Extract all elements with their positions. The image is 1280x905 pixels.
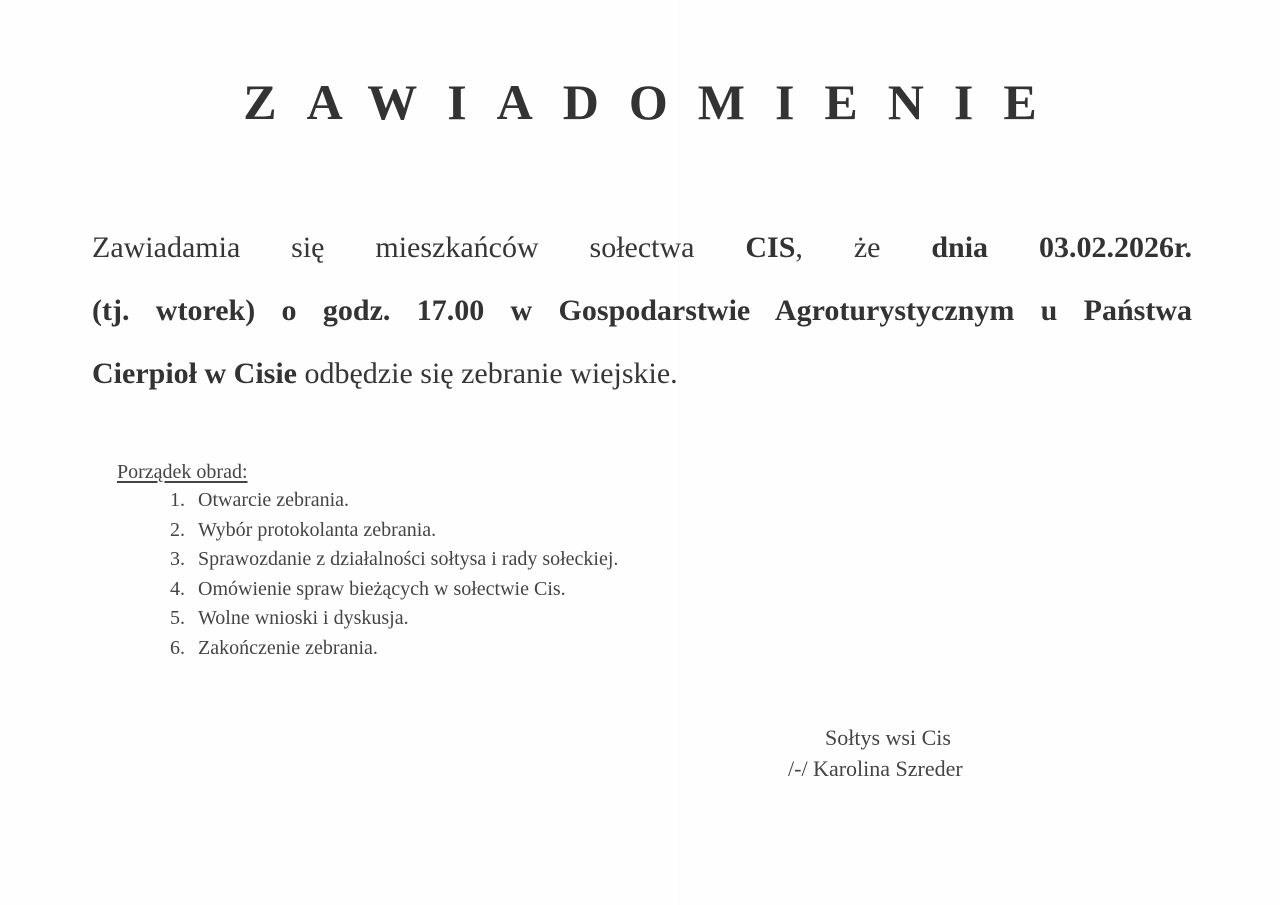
agenda-item	[170, 516, 618, 546]
agenda-item	[170, 634, 618, 664]
agenda-item	[170, 486, 618, 516]
agenda-item-text: Otwarcie zebrania.	[198, 489, 350, 511]
paragraph-line-3	[92, 342, 1192, 405]
meeting-time-location: (tj. wtorek) o godz. 17.00 w Gospodarstwie Agroturystycznym u Państwa	[92, 294, 1192, 327]
agenda-item-number: 4.	[170, 577, 185, 600]
agenda-heading: Porządek obrad:	[117, 461, 248, 483]
agenda-item-text: Zakończenie zebrania.	[198, 636, 378, 659]
document-title: ZAWIADOMIENIE	[243, 74, 1067, 130]
text-segment: , że	[795, 231, 932, 264]
agenda-list	[170, 486, 618, 663]
agenda-item-text: Sprawozdanie z działalności sołtysa i rady sołeckiej.	[198, 548, 619, 570]
announcement-paragraph	[92, 216, 1192, 405]
meeting-location-host: Cierpioł w Cisie	[92, 357, 297, 390]
meeting-date: dnia 03.02.2026r.	[931, 231, 1193, 264]
agenda-item-number: 3.	[170, 548, 185, 570]
page-fold-line	[678, 0, 679, 905]
paragraph-line-1	[92, 216, 1192, 279]
text-segment: Zawiadamia się mieszkańców sołectwa	[92, 231, 746, 264]
agenda-item-text: Wybór protokolanta zebrania.	[198, 518, 437, 541]
text-segment: odbędzie się zebranie wiejskie.	[296, 357, 678, 390]
agenda-item-text: Omówienie spraw bieżących w sołectwie Cis.	[198, 577, 566, 600]
agenda-item-number: 6.	[170, 636, 185, 659]
signature-block	[780, 722, 1020, 784]
agenda-item-number: 2.	[170, 518, 185, 541]
paragraph-line-2	[92, 279, 1192, 342]
signatory-role: Sołtys wsi Cis	[825, 725, 951, 750]
agenda-item-text: Wolne wnioski i dyskusja.	[198, 607, 409, 629]
agenda-item-number: 5.	[170, 607, 185, 629]
agenda-item	[170, 604, 618, 634]
signatory-name: /-/ Karolina Szreder	[788, 756, 963, 781]
agenda-item-number: 1.	[170, 489, 185, 511]
agenda-item	[170, 545, 618, 575]
village-name: CIS	[745, 231, 796, 264]
agenda-item	[170, 575, 618, 605]
